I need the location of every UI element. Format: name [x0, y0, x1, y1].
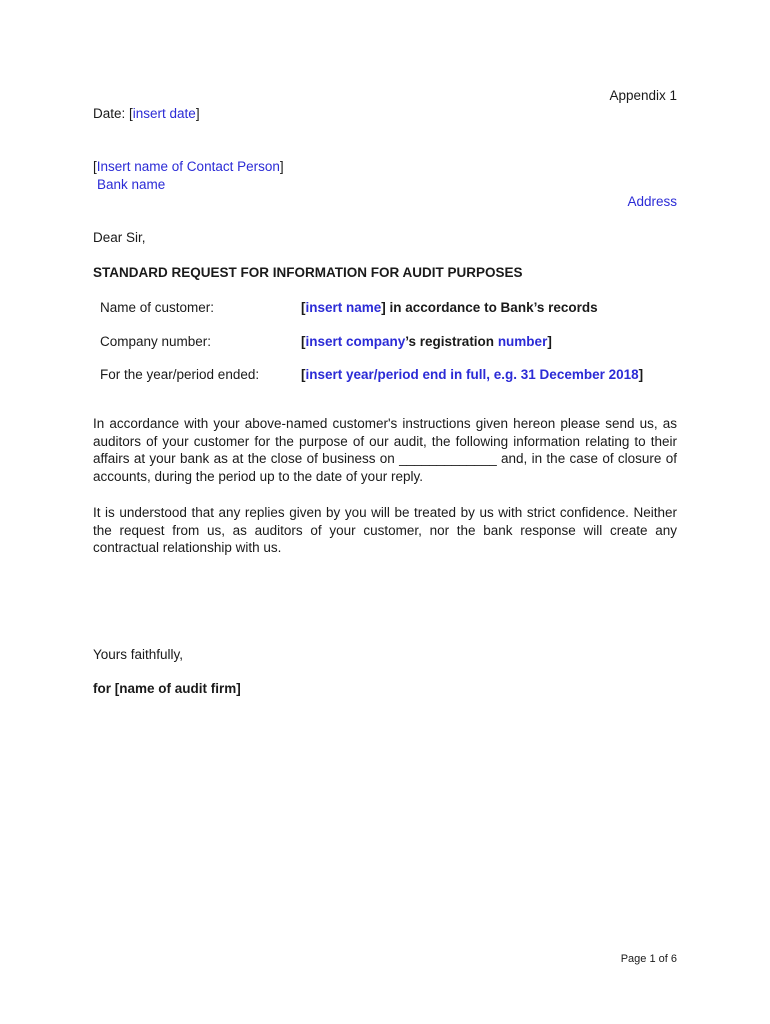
bank-name: Bank name: [97, 177, 166, 192]
row-text: ’s registration: [405, 334, 498, 349]
row-text: ] in accordance to Bank’s records: [381, 300, 598, 315]
row-open-bracket: [: [301, 300, 306, 315]
row-placeholder: insert name: [305, 300, 382, 315]
request-paragraph: In accordance with your above-named customer's instructions given hereon please send us, as auditors of your customer for the purpose of our audit, the following information relating to their affairs at your bank as at the close of business on _____________ and, in the case of closure of accounts, during the period up to the date of your reply.: [93, 416, 677, 484]
row-value: [301, 299, 598, 316]
salutation: Dear Sir,: [93, 230, 146, 245]
contact-close-bracket: ]: [279, 159, 284, 174]
page-number: Page 1 of 6: [620, 953, 677, 965]
document-heading: STANDARD REQUEST FOR INFORMATION FOR AUDIT PURPOSES: [93, 265, 523, 280]
row-value: [301, 333, 552, 350]
date-placeholder: insert date: [132, 106, 196, 121]
contact-person-line: [93, 158, 284, 175]
appendix-label: Appendix 1: [609, 88, 677, 103]
row-open-bracket: [: [301, 367, 306, 382]
row-value: [301, 366, 643, 383]
row-label: Name of customer:: [100, 300, 215, 315]
closing: Yours faithfully,: [93, 647, 184, 662]
row-placeholder: insert company: [305, 334, 406, 349]
row-close-bracket: ]: [638, 367, 644, 382]
contact-person-placeholder: Insert name of Contact Person: [96, 159, 280, 174]
date-suffix: ]: [195, 106, 200, 121]
row-label: For the year/period ended:: [100, 367, 260, 382]
signature-line: for [name of audit firm]: [93, 681, 241, 696]
row-close-bracket: ]: [547, 334, 552, 349]
contact-open-bracket: [: [93, 159, 97, 174]
confidentiality-paragraph: It is understood that any replies given by you will be treated by us with strict confidence. Neither the request from us, as auditors of your customer, nor the bank response will create any contractual relationship with us.: [93, 505, 677, 556]
date-line: [93, 105, 200, 122]
row-open-bracket: [: [301, 334, 306, 349]
row-label: Company number:: [100, 334, 212, 349]
row-placeholder: insert year/period end in full, e.g. 31 December 2018: [305, 367, 639, 382]
row-placeholder-2: number: [497, 334, 548, 349]
address: Address: [627, 194, 677, 209]
date-prefix: Date: [: [93, 106, 133, 121]
